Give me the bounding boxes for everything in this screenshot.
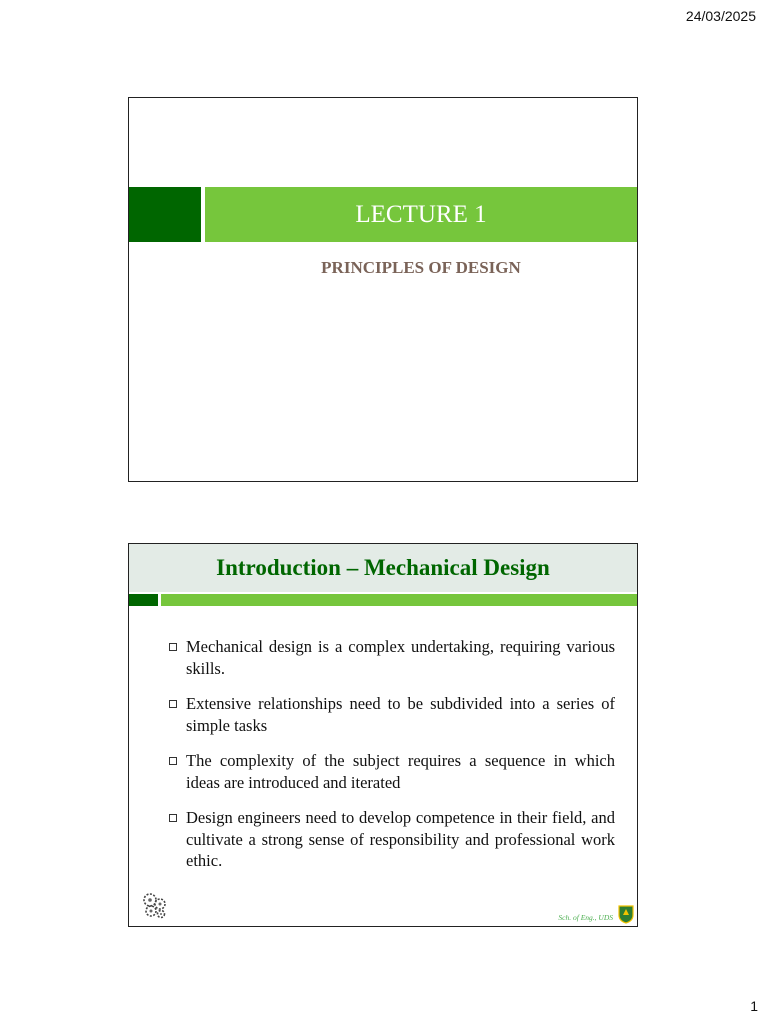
- bullet-text: Extensive relationships need to be subdivided into a series of simple tasks: [186, 694, 615, 735]
- bullet-item: [169, 693, 615, 736]
- bullet-item: [169, 636, 615, 679]
- university-crest-icon: [617, 904, 635, 924]
- slide-1-title: LECTURE 1: [355, 200, 487, 228]
- hollow-square-bullet-icon: [169, 757, 177, 765]
- header-accent-green-strip: [161, 594, 637, 606]
- title-accent-block: [129, 187, 201, 242]
- bullet-text: The complexity of the subject requires a sequence in which ideas are introduced and iterated: [186, 751, 615, 792]
- slide-1-subtitle: PRINCIPLES OF DESIGN: [321, 258, 521, 277]
- bullet-item: [169, 807, 615, 872]
- school-footer-text: Sch. of Eng., UDS: [558, 913, 613, 922]
- slide-2-header: [129, 544, 637, 592]
- page-number: 1: [750, 998, 758, 1014]
- hollow-square-bullet-icon: [169, 814, 177, 822]
- hollow-square-bullet-icon: [169, 643, 177, 651]
- slide-2-title: Introduction – Mechanical Design: [216, 555, 550, 580]
- hollow-square-bullet-icon: [169, 700, 177, 708]
- bullet-item: [169, 750, 615, 793]
- slide-2-thumbnail: [128, 543, 638, 927]
- gear-cluster-icon: [139, 890, 169, 920]
- title-bar: [205, 187, 637, 242]
- print-date: 24/03/2025: [685, 8, 756, 24]
- bullet-list: [169, 636, 615, 886]
- header-accent-dark-strip: [129, 594, 158, 606]
- slide-1-thumbnail: [128, 97, 638, 482]
- bullet-text: Mechanical design is a complex undertaking, requiring various skills.: [186, 637, 615, 678]
- bullet-text: Design engineers need to develop competence in their field, and cultivate a strong sense of responsibility and professional work ethic.: [186, 808, 615, 870]
